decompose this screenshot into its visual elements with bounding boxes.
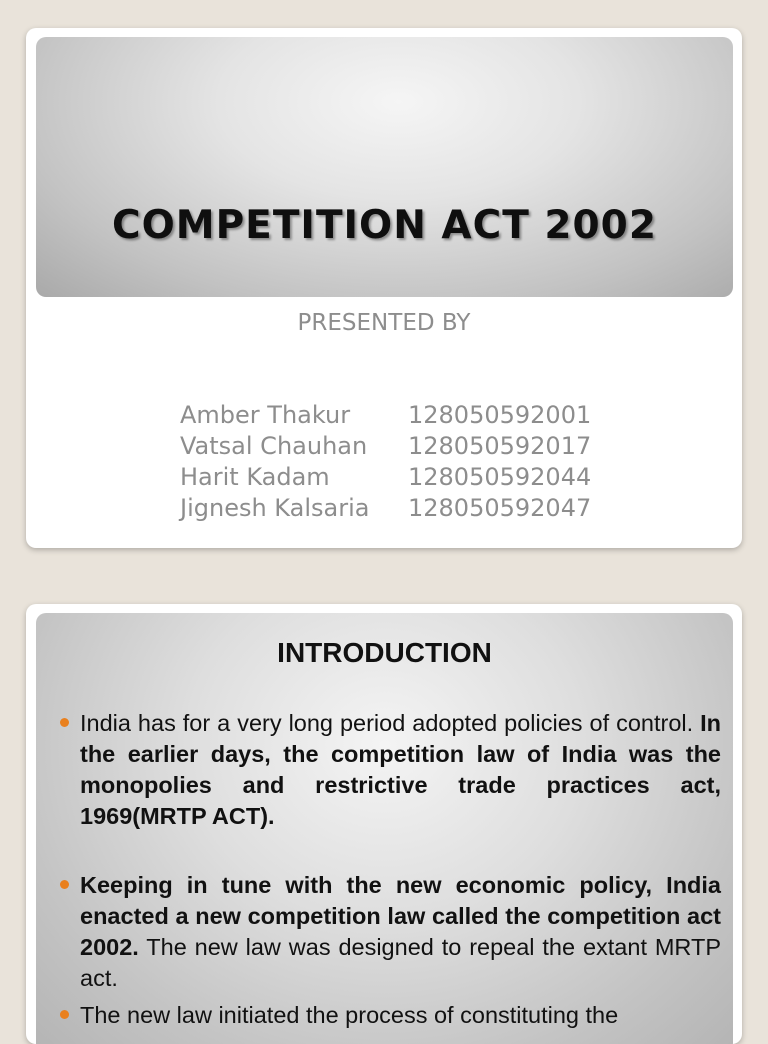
member-name: Harit Kadam bbox=[180, 463, 330, 491]
bullet-text-regular: India has for a very long period adopted policies of control. bbox=[80, 710, 701, 736]
list-item bbox=[80, 1000, 721, 1031]
list-item bbox=[80, 708, 721, 832]
section-heading: INTRODUCTION bbox=[277, 637, 492, 668]
bullet-text-regular: The new law initiated the process of constituting the bbox=[80, 1002, 619, 1028]
content-panel bbox=[36, 613, 733, 1044]
member-name: Vatsal Chauhan bbox=[180, 432, 368, 460]
slide-title: COMPETITION ACT 2002 bbox=[112, 203, 657, 248]
title-banner bbox=[36, 37, 733, 297]
member-row bbox=[180, 431, 591, 462]
bullet-dot-icon bbox=[60, 1010, 69, 1019]
member-id: 128050592001 bbox=[408, 401, 592, 429]
member-id: 128050592044 bbox=[408, 463, 592, 491]
bullet-list bbox=[80, 708, 721, 1031]
member-name: Amber Thakur bbox=[180, 401, 351, 429]
member-row bbox=[180, 493, 591, 524]
introduction-slide bbox=[26, 604, 742, 1044]
member-id: 128050592047 bbox=[408, 494, 592, 522]
member-row bbox=[180, 462, 591, 493]
member-id: 128050592017 bbox=[408, 432, 592, 460]
bullet-dot-icon bbox=[60, 880, 69, 889]
member-row bbox=[180, 400, 591, 431]
bullet-dot-icon bbox=[60, 718, 69, 727]
list-item bbox=[80, 870, 721, 994]
members-table bbox=[180, 400, 591, 524]
bullet-text-bold: Keeping in tune with the new economic policy, India enacted a new competition law called the competition act 2002. bbox=[80, 872, 721, 960]
bullet-text-bold: In the earlier days, the competition law of India was the monopolies and restrictive trade practices act, 1969(MRTP ACT). bbox=[80, 710, 721, 829]
member-name: Jignesh Kalsaria bbox=[180, 494, 370, 522]
title-slide bbox=[26, 28, 742, 548]
bullet-text-regular: The new law was designed to repeal the extant MRTP act. bbox=[80, 934, 721, 991]
presented-by-label: PRESENTED BY bbox=[297, 310, 471, 336]
